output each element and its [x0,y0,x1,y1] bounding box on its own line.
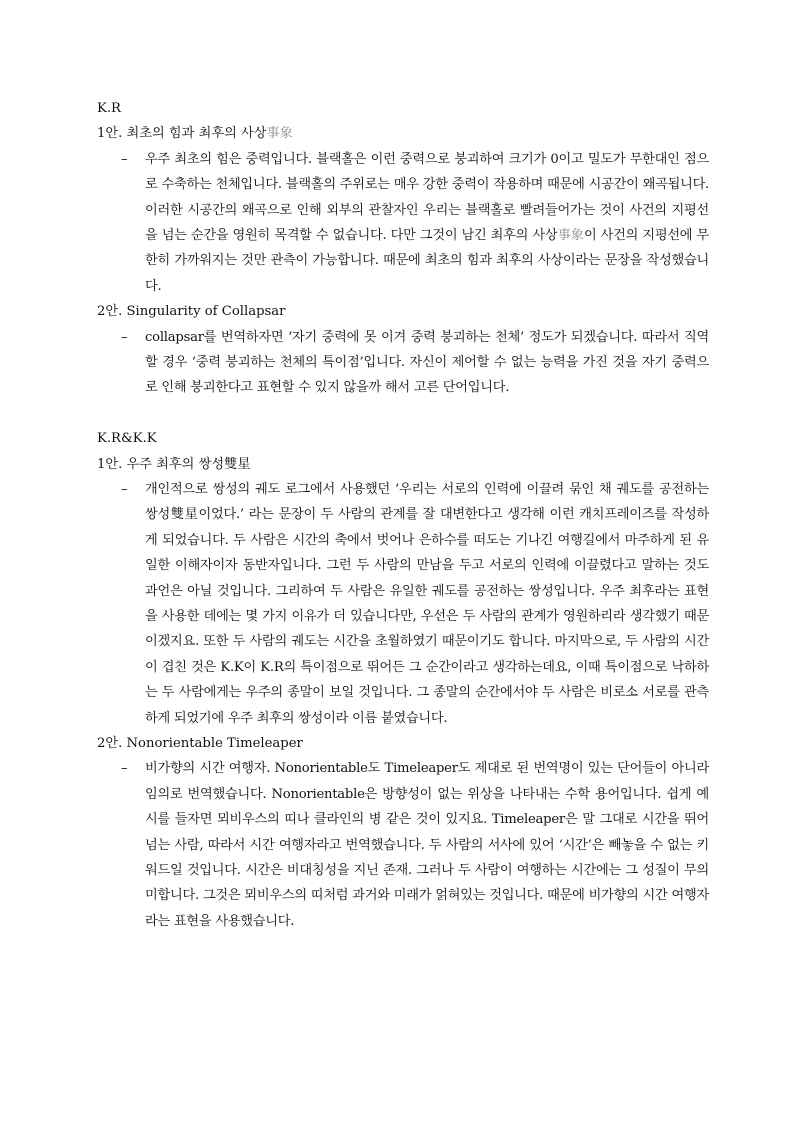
option-1-heading-text: 1안. 최초의 힘과 최후의 사상 [97,126,267,142]
option-1-pair-bullet [97,477,709,731]
option-1-text-hanja: 事象 [557,228,584,243]
option-2-heading-pair: 2안. Nonorientable Timeleaper [97,736,303,752]
document-body [97,96,709,934]
option-1-bullet [97,147,709,299]
option-1-pair-description [145,477,709,731]
option-1-heading-pair [97,452,709,477]
option-1-heading [97,121,709,146]
option-1-heading-hanja: 事象 [266,126,293,142]
section-title-kr-kk: K.R&K.K [97,431,157,447]
option-1-pair-text-hanja: 雙星 [169,507,199,523]
option-1-text-a: 우주 최초의 힘은 중력입니다. 블랙홀은 이런 중력으로 붕괴하여 크기가 0이고 밀도가 무한대인 점으로 수축하는 천체입니다. 블랙홀의 주위로는 매우 강한 중력이 작용하며 때문에 시공간이 왜곡됩니다. 이러한 시공간의 왜곡으로 인해 외부의 관찰자인 우리는 블랙홀로 빨려들어가는 것이 사건의 지평선을 넘는 순간을 영원히 목격할 수 없습니다. 다만 그것이 남긴 최후의 사상 [145,151,709,243]
dash-bullet-icon: – [121,482,128,497]
option-2-pair-description: 비가향의 시간 여행자. Nonorientable도 Timeleaper도 제대로 된 번역명이 있는 단어들이 아니라 임의로 번역했습니다. Nonorientable은 방향성이 없는 위상을 나타내는 수학 용어입니다. 쉽게 예시를 들자면 뫼비우스의 띠나 클라인의 병 같은 것이 있지요. Timeleaper은 말 그대로 시간을 뛰어넘는 사람, 따라서 시간 여행자라고 번역했습니다. 두 사람의 서사에 있어 ‘시간’은 빼놓을 수 없는 키워드일 것입니다. 시간은 비대칭성을 지닌 존재. 그러나 두 사람이 여행하는 시간에는 그 성질이 무의미합니다. 그것은 뫼비우스의 띠처럼 과거와 미래가 얽혀있는 것입니다. 때문에 비가향의 시간 여행자라는 표현을 사용했습니다. [145,761,709,929]
option-1-text-b: 이 사건의 지평선에 무한히 가까워지는 것만 관측이 가능합니다. 때문에 최초의 힘과 최후의 사상이라는 문장을 작성했습니다. [145,228,709,294]
option-1-pair-text-a: 개인적으로 쌍성의 궤도 로그에서 사용했던 ‘우리는 서로의 인력에 이끌려 묶인 채 궤도를 공전하는 쌍성 [145,482,709,523]
option-2-heading: 2안. Singularity of Collapsar [97,304,286,320]
dash-bullet-icon: – [121,761,128,777]
option-2-pair-bullet [97,756,709,934]
section-title-kr: K.R [97,101,121,116]
dash-bullet-icon: – [121,151,128,167]
option-2-bullet [97,325,709,401]
option-1-pair-text-b: 이었다.’ 라는 문장이 두 사람의 관계를 잘 대변한다고 생각해 이런 캐치프레이즈를 작성하게 되었습니다. 두 사람은 시간의 축에서 벗어나 은하수를 떠도는 기나긴 여행길에서 마주하게 된 유일한 이해자이자 동반자입니다. 그런 두 사람의 만남을 두고 서로의 인력에 이끌렸다고 말하는 것도 과언은 아닐 것입니다. 그리하여 두 사람은 유일한 궤도를 공전하는 쌍성입니다. 우주 최후라는 표현을 사용한 데에는 몇 가지 이유가 더 있습니다만, 우선은 두 사람의 관계가 영원하리라 생각했기 때문이겠지요. 또한 두 사람의 궤도는 시간을 초월하였기 때문이기도 합니다. 마지막으로, 두 사람의 시간이 겹친 것은 K.K이 K.R의 특이점으로 뛰어든 그 순간이라고 생각하는데요, 이때 특이점으로 낙하하는 두 사람에게는 우주의 종말이 보일 것입니다. 그 종말의 순간에서야 두 사람은 비로소 서로를 관측하게 되었기에 우주 최후의 쌍성이라 이름 붙였습니다. [145,507,710,726]
option-1-description [145,147,709,299]
option-1-pair-heading-hanja: 雙星 [224,456,251,472]
dash-bullet-icon: – [121,329,128,345]
option-2-description: collapsar를 번역하자면 ‘자기 중력에 못 이겨 중력 붕괴하는 천체’ 정도가 되겠습니다. 따라서 직역할 경우 ‘중력 붕괴하는 천체의 특이점’입니다. 자신이 제어할 수 없는 능력을 가진 것을 자기 중력으로 인해 붕괴한다고 표현할 수 있지 않을까 해서 고른 단어입니다. [145,329,709,396]
section-spacer [97,401,709,426]
option-1-pair-heading-text: 1안. 우주 최후의 쌍성 [97,456,225,472]
